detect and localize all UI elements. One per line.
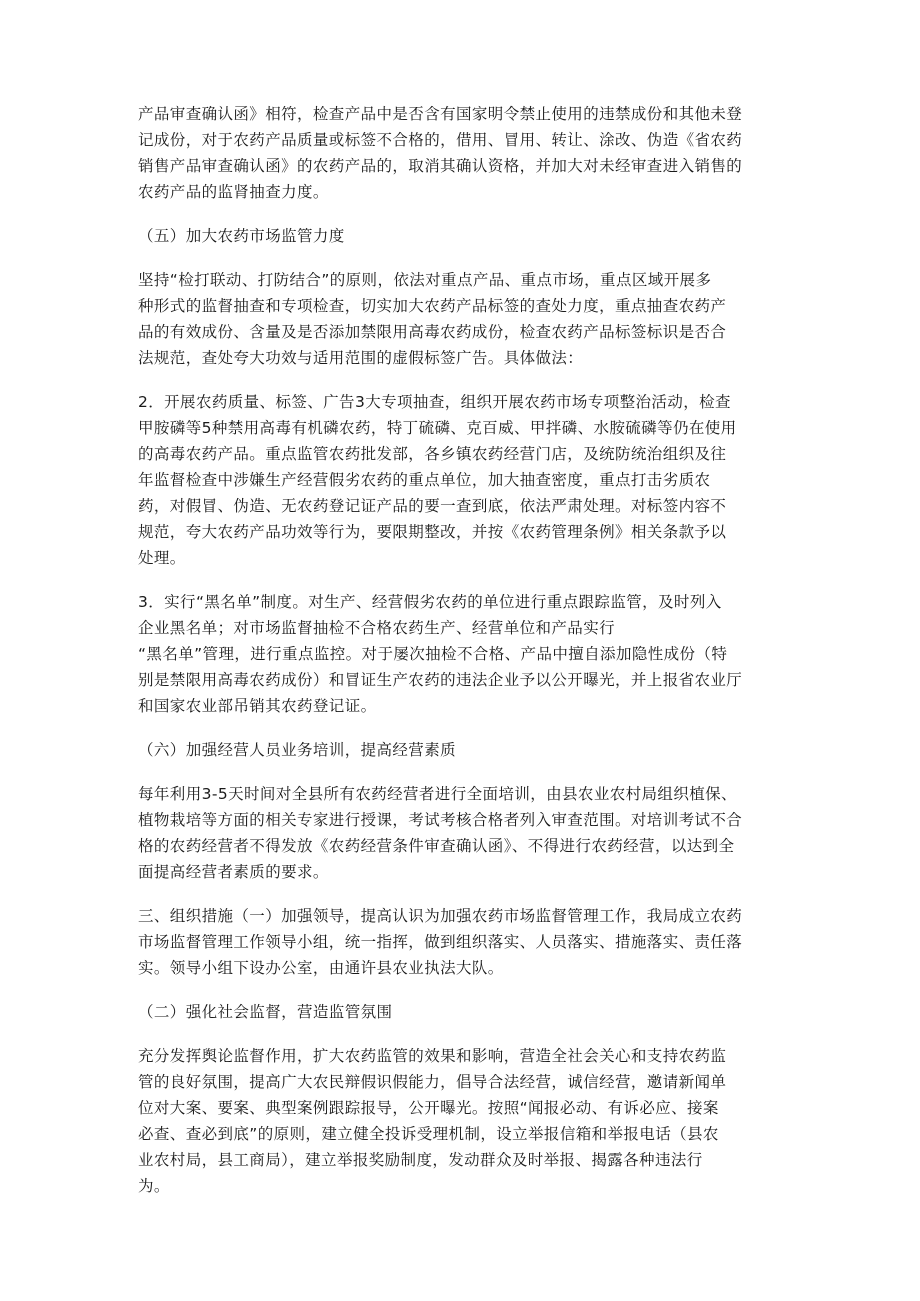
section-heading xyxy=(138,223,782,249)
body-paragraph xyxy=(138,903,782,981)
body-paragraph xyxy=(138,267,782,371)
text-line: 必查、查必到底”的原则，建立健全投诉受理机制，设立举报信箱和举报电话（县农 xyxy=(138,1125,719,1143)
text-line: 品的有效成份、含量及是否添加禁限用高毒农药成份，检查农药产品标签标识是否合 xyxy=(138,323,727,341)
text-line: 三、组织措施（一）加强领导，提高认识为加强农药市场监督管理工作，我局成立农药 xyxy=(138,907,743,925)
text-line: 甲胺磷等5种禁用高毒有机磷农药，特丁硫磷、克百威、甲拌磷、水胺硫磷等仍在使用 xyxy=(138,419,737,437)
text-line: （二）强化社会监督，营造监管氛围 xyxy=(138,1003,393,1021)
text-line: 3．实行“黑名单”制度。对生产、经营假劣农药的单位进行重点跟踪监管，及时列入 xyxy=(138,593,722,611)
text-line: 的高毒农药产品。重点监管农药批发部，各乡镇农药经营门店，及统防统治组织及往 xyxy=(138,445,727,463)
document-body xyxy=(138,101,782,1217)
text-line: 市场监督管理工作领导小组，统一指挥，做到组织落实、人员落实、措施落实、责任落 xyxy=(138,933,743,951)
text-line: 药，对假冒、伪造、无农药登记证产品的要一查到底，依法严肃处理。对标签内容不 xyxy=(138,497,727,515)
text-line: 面提高经营者素质的要求。 xyxy=(138,863,329,881)
text-line: 产品审查确认函》相符，检查产品中是否含有国家明令禁止使用的违禁成份和其他未登 xyxy=(138,105,743,123)
text-line: 农药产品的监肾抽查力度。 xyxy=(138,183,329,201)
text-line: 业农村局，县工商局），建立举报奖励制度，发动群众及时举报、揭露各种违法行 xyxy=(138,1151,703,1169)
text-line: 2．开展农药质量、标签、广告3大专项抽查，组织开展农药市场专项整治活动，检查 xyxy=(138,393,731,411)
text-line: 处理。 xyxy=(138,549,186,567)
text-line: 坚持“检打联动、打防结合”的原则，依法对重点产品、重点市场，重点区域开展多 xyxy=(138,271,712,289)
text-line: 规范，夸大农药产品功效等行为，要限期整改，并按《农药管理条例》相关条款予以 xyxy=(138,523,727,541)
text-line: 位对大案、要案、典型案例跟踪报导，公开曝光。按照“闻报必动、有诉必应、接案 xyxy=(138,1099,719,1117)
body-paragraph xyxy=(138,1043,782,1199)
text-line: 记成份，对于农药产品质量或标签不合格的，借用、冒用、转让、涂改、伪造《省农药 xyxy=(138,131,743,149)
text-line: 别是禁限用高毒农药成份）和冒证生产农药的违法企业予以公开曝光，并上报省农业厅 xyxy=(138,671,743,689)
text-line: （五）加大农药市场监管力度 xyxy=(138,227,345,245)
text-line: 管的良好氛围，提高广大农民辩假识假能力，倡导合法经营，诚信经营，邀请新闻单 xyxy=(138,1073,727,1091)
section-heading xyxy=(138,737,782,763)
text-line: 植物栽培等方面的相关专家进行授课，考试考核合格者列入审查范围。对培训考试不合 xyxy=(138,811,743,829)
body-paragraph xyxy=(138,101,782,205)
body-paragraph xyxy=(138,781,782,885)
text-line: 企业黑名单；对市场监督抽检不合格农药生产、经营单位和产品实行 xyxy=(138,619,616,637)
text-line: 充分发挥舆论监督作用，扩大农药监管的效果和影响，营造全社会关心和支持农药监 xyxy=(138,1047,727,1065)
text-line: “黑名单”管理，进行重点监控。对于屡次抽检不合格、产品中擅自添加隐性成份（特 xyxy=(138,645,728,663)
text-line: 为。 xyxy=(138,1177,170,1195)
section-heading xyxy=(138,999,782,1025)
text-line: 年监督检查中涉嫌生产经营假劣农药的重点单位，加大抽查密度，重点打击劣质农 xyxy=(138,471,711,489)
body-paragraph xyxy=(138,389,782,571)
text-line: 格的农药经营者不得发放《农药经营条件审查确认函》、不得进行农药经营，以达到全 xyxy=(138,837,735,855)
text-line: 和国家农业部吊销其农药登记证。 xyxy=(138,697,377,715)
text-line: 种形式的监督抽查和专项检查，切实加大农药产品标签的查处力度，重点抽查农药产 xyxy=(138,297,727,315)
text-line: 销售产品审查确认函》的农药产品的，取消其确认资格，并加大对未经审查进入销售的 xyxy=(138,157,743,175)
body-paragraph xyxy=(138,589,782,719)
text-line: 每年利用3-5天时间对全县所有农药经营者进行全面培训，由县农业农村局组织植保、 xyxy=(138,785,737,803)
text-line: 法规范，查处夸大功效与适用范围的虚假标签广告。具体做法： xyxy=(138,349,584,367)
text-line: （六）加强经营人员业务培训，提高经营素质 xyxy=(138,741,457,759)
text-line: 实。领导小组下设办公室，由通许县农业执法大队。 xyxy=(138,959,504,977)
